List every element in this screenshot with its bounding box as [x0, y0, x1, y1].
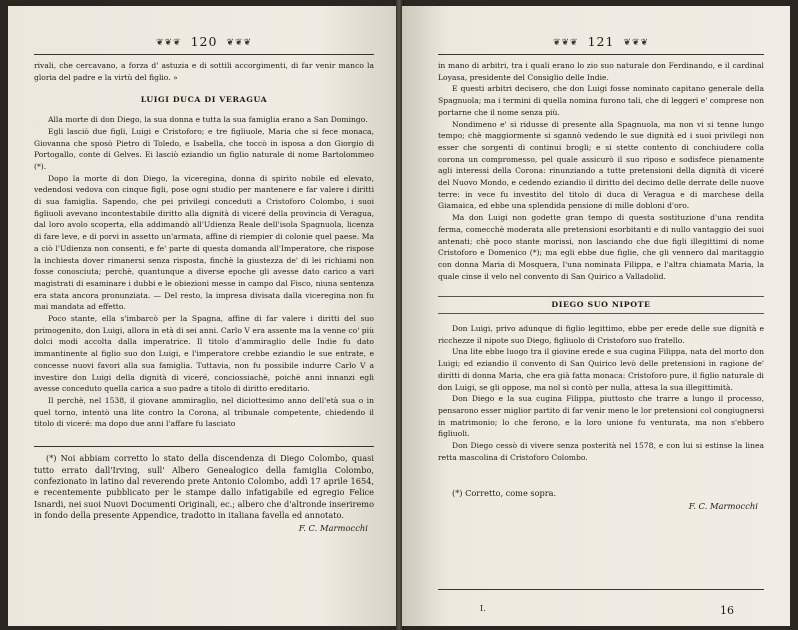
footnote [438, 488, 764, 513]
ornament-left: ❦❦❦ [552, 37, 579, 48]
ornament-right: ❦❦❦ [623, 37, 650, 48]
right-page [402, 6, 790, 626]
left-page-header [34, 34, 374, 52]
paragraph: Il perchè, nel 1538, il giovane ammiraglio, nel diciottesimo anno dell'età sua o in quel torno, intentò una lite contro la Corona, al tribunale competente, chiedendo il titolo di viceré: ma dopo due anni l'affare fu lasciato [34, 395, 374, 429]
paragraph: Alla morte di don Diego, la sua donna e tutta la sua famiglia erano a San Domingo. [48, 115, 368, 125]
footnote-signature: F. C. Marmocchi [298, 522, 368, 533]
footnote-rule [34, 446, 374, 447]
footer-rule [438, 589, 764, 590]
page-number: 120 [190, 34, 218, 49]
folio-number: 16 [720, 604, 734, 617]
ornament-left: ❦❦❦ [155, 37, 182, 48]
paragraph: Nondimeno e' si ridusse di presente alla Spagnuola, ma non vi si tenne lungo tempo; chè maggiormente si sgannò vedendo le sue dignità ed i suoi privilegi non esser che sorgenti di continui brogli; e si stette contento di conchiudere colla corona un compromesso, pel quale assicurò il suo riposo e sodisfece pienamente agli interessi della Corona: rinunziando a tutte pretensioni della dignità di viceré del Nuovo Mondo, e cedendo eziandio il diritto del decimo delle derrate delle nuove terre: in vece fu investito del titolo di duca di Veragua e di marchese della Giamaica, ed ebbe una splendida pensione di mille dobloni d'oro. [438, 119, 764, 211]
paragraph: Una lite ebbe luogo tra il giovine erede e sua cugina Filippa, nata del morto don Luigi; ed eziandio il convento di San Quirico levò delle pretensioni in ragione de' diritti di donna Maria, che era già fatta monaca: Cristoforo pure, il figlio naturale di don Luigi, se gli oppose, ma nol si contò per nulla, attesa la sua illegittimità. [438, 347, 764, 392]
left-page-body [34, 60, 374, 430]
header-rule [34, 54, 374, 55]
paragraph: Ma don Luigi non godette gran tempo di questa sostituzione d'una rendita ferma, comecchè moderata alle pretensioni esorbitanti e di nullo vantaggio dei suoi antenati; chè poco stante morissi, non lasciando che due figli illegittimi di nome Cristoforo e Domenico (*); ma egli ebbe due figlie, che gli vennero dal maritaggio con donna Maria di Mosquera, l'una nominata Filippa, e l'altra chiamata Maria, la quale cinse il velo nel convento di San Quirico a Valladolid. [438, 213, 764, 281]
right-page-header [438, 34, 764, 52]
intro-text: rivali, che cercavano, a forza d' astuzia e di sottili accorgimenti, di far venir manco la gloria del padre e la virtù del figlio. » [34, 61, 374, 82]
paragraph: Don Diego cessò di vivere senza posterità nel 1578, e con lui si estinse la linea retta mascolina di Cristoforo Colombo. [438, 441, 764, 462]
paragraph: Don Diego e la sua cugina Filippa, piuttosto che trarre a lungo il processo, pensarono esser miglior partito di far venir meno le lor pretensioni col congiugnersi in matrimonio; lo che ferono, e la loro unione fu venturata, ma non s'ebbero figliuoli. [438, 394, 764, 439]
signature-mark: I. [480, 604, 486, 613]
header-rule [438, 54, 764, 55]
footnote-signature: F. C. Marmocchi [688, 501, 758, 512]
paragraph: Egli lasciò due figli, Luigi e Cristoforo; e tre figliuole, Maria che si fece monaca, Giovanna che sposò Pietro di Toledo, e Isabella, che toccò in isposa a don Giorgio di Portogallo, conte di Gelves. Ei lasciò eziandio un figlio naturale di nome Bartolommeo (*). [34, 126, 374, 171]
paragraph: in mano di arbitri, tra i quali erano lo zio suo naturale don Ferdinando, e il cardinal Loyasa, presidente del Consiglio delle Indie. [438, 61, 764, 82]
paragraph: Poco stante, ella s'imbarcò per la Spagna, affine di far valere i diritti del suo primogenito, don Luigi, allora in età di sei anni. Carlo V era assente ma la venne co' più dolci modi accolta dalla imperatrice. Il titolo d'ammiraglio delle Indie fu dato immantinente al figlio suo don Luigi, e l'imperatore crebbe eziandio le sue entrate, e concesse nuovi favori alla sua famiglia. Tuttavia, non fu possibile indurre Carlo V a investire don Luigi della dignità di viceré, conciossiachè, poichè anni innanzi egli avesse conceduto quella carica a suo padre a titolo di diritto ereditario. [34, 314, 374, 394]
page-number: 121 [587, 34, 615, 49]
ornament-right: ❦❦❦ [226, 37, 253, 48]
right-page-body [438, 60, 764, 513]
footnote [34, 446, 374, 534]
paragraph: E questi arbitri decisero, che don Luigi fosse nominato capitano generale della Spagnuola; ma i termini di quella nomina furono tali, che di leggeri e' comprese non portarne che il nome senza più. [438, 84, 764, 117]
left-page [8, 6, 396, 626]
paragraph: Don Luigi, privo adunque di figlio legittimo, ebbe per erede delle sue dignità e ricchezze il nipote suo Diego, figliuolo di Cristoforo suo fratello. [438, 324, 764, 345]
section-heading: DIEGO SUO NIPOTE [438, 296, 764, 314]
footnote-text: (*) Corretto, come sopra. [452, 487, 557, 498]
paragraph: Dopo la morte di don Diego, la viceregina, donna di spirito nobile ed elevato, vedendosi vedova con cinque figli, pose ogni studio per mantenere e far valere i diritti di sua famiglia. Sapendo, che pei privilegi conceduti a Cristoforo Colombo, i suoi figliuoli avevano incontestabile diritto alla dignità di viceré della provincia di Veragua, dal loro avolo scoperta, ella addimandò all'Udienza Reale dell'isola Spagnuola, licenza di fare leve, e di porvi in assetto un'armata, affine di riempier di colonie quel paese. Ma a ciò l'Udienza non consenti, e fe' parte di questa domanda all'Imperatore, che rispose la inchiesta dover rimanersi senza risposta, finchè la giustezza de' di lei richiami non fosse conosciuta; perchè, quantunque a diverse epoche gli avesse dato carico a vari magistrati di esaminare i dubbi e le obiezioni messe in campo dal Fisco, niuna sentenza era stata ancora pronunziata. — Del resto, la impresa divisata dalla viceregina non fu mai mandata ad effetto. [34, 173, 374, 312]
footnote-text: (*) Noi abbiam corretto lo stato della discendenza di Diego Colombo, quasi tutto errato dall'Irving, sull' Albero Genealogico della famiglia Colombo, confezionato in latino dal reverendo prete Antonio Colombo, addì 17 aprile 1654, e recentemente pubblicato per le stampe dallo infatigabile ed egregio Felice Isnardi, nei suoi Nuovi Documenti Originali, ec.; albero che d'altronde inseriremo in fondo della presente Appendice, tradotto in italiana favella ed annotato. [34, 453, 374, 521]
section-heading: LUIGI DUCA DI VERAGUA [140, 95, 268, 105]
